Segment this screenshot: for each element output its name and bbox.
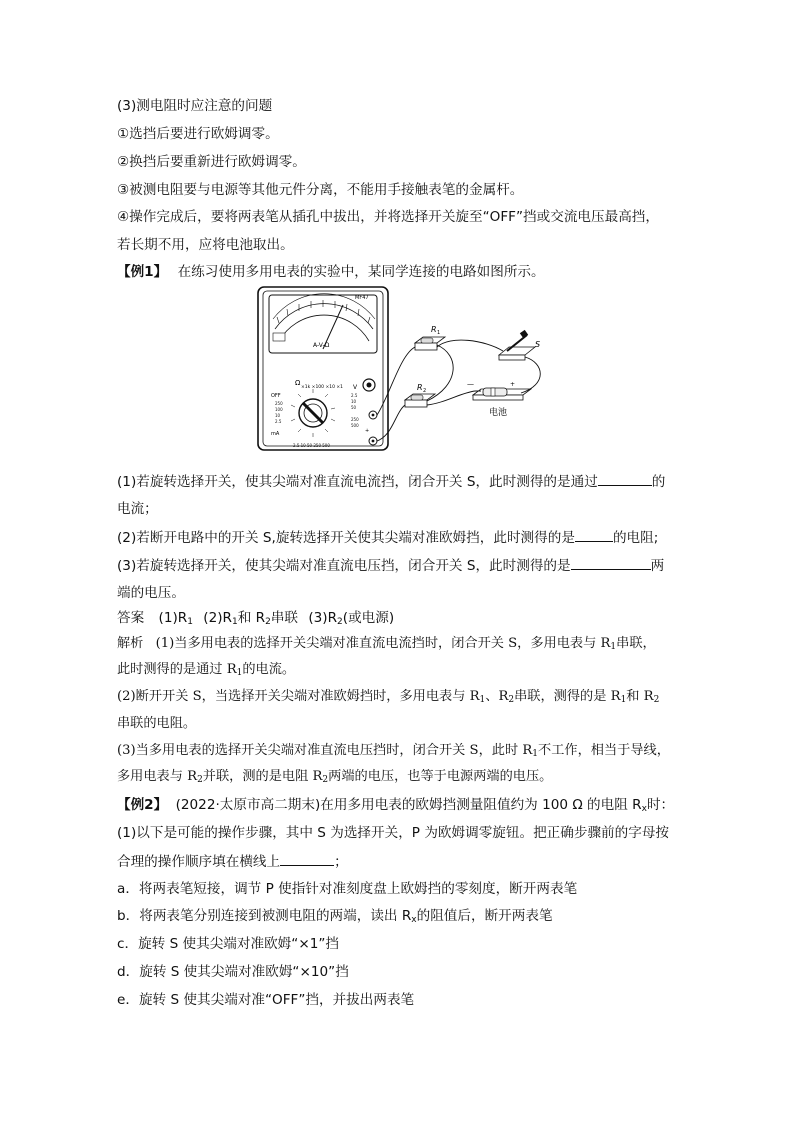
answer-2: $(2)R_1$和 $R_2$串联 bbox=[203, 610, 299, 627]
section-3-item-2: ②换挡后要重新进行欧姆调零。 bbox=[117, 154, 306, 170]
answer-line bbox=[117, 608, 394, 632]
svg-text:1: 1 bbox=[437, 330, 441, 336]
r1-label: R bbox=[431, 325, 437, 334]
meter-model-label: MF47 bbox=[355, 295, 369, 301]
example-1-q1b: 的 bbox=[651, 474, 666, 490]
svg-text:—: — bbox=[467, 380, 474, 388]
example-1-q3-line bbox=[117, 555, 664, 576]
example-1-q3b: 两 bbox=[650, 558, 665, 574]
example-1-tag: 【例1】 bbox=[117, 264, 168, 280]
ma-label: mA bbox=[271, 431, 280, 437]
omega-label: Ω bbox=[295, 379, 301, 387]
svg-text:10: 10 bbox=[275, 413, 281, 418]
battery-label: 电池 bbox=[489, 408, 508, 418]
battery bbox=[467, 380, 531, 400]
example-2-stem-line: 【例2】 (2022·太原市高二期末)在用多用电表的欧姆挡测量阻值约为 100 Ω 的电阻 $R_x$时： bbox=[117, 797, 675, 814]
example-2-option-b: b．将两表笔分别连接到被测电阻的两端，读出 $R_x$的阻值后，断开两表笔 bbox=[117, 908, 553, 925]
example-1-q2a: (2)若断开电路中的开关 S,旋转选择开关使其尖端对准欧姆挡，此时测得的是 bbox=[117, 530, 575, 546]
analysis-line-1: 解析 (1)当多用电表的选择开关尖端对准直流电流挡时，闭合开关 S，多用电表与 $R_1$串联， bbox=[117, 636, 656, 652]
answer-3: $(3)R_2$(或电源) bbox=[308, 610, 395, 627]
example-1-q2-line bbox=[117, 527, 658, 548]
analysis-line-6: 多用电表与 $R_2$并联，测的是电阻 $R_2$两端的电压，也等于电源两端的电压。 bbox=[117, 769, 553, 785]
analysis-line-2: 此时测得的是通过 $R_1$的电流。 bbox=[117, 662, 296, 678]
example-1-q1c: 电流； bbox=[117, 501, 158, 517]
svg-text:10: 10 bbox=[351, 399, 357, 404]
analysis-line-4: 串联的电阻。 bbox=[117, 716, 197, 731]
section-3-item-4a: ④操作完成后，要将两表笔从插孔中拔出，并将选择开关旋至“OFF”挡或交流电压最高挡， bbox=[117, 209, 659, 225]
example-2-option-c: c．旋转 S 使其尖端对准欧姆“×1”挡 bbox=[117, 936, 339, 952]
meter-scale-label: A-V-Ω bbox=[313, 342, 330, 349]
svg-text:+: + bbox=[510, 381, 516, 388]
example-2-tag: 【例2】 bbox=[117, 797, 168, 813]
circuit-figure bbox=[255, 285, 555, 455]
example-1-q1a: (1)若旋转选择开关，使其尖端对准直流电流挡，闭合开关 S，此时测得的是通过 bbox=[117, 474, 598, 490]
range-labels: ×1k ×100 ×10 ×1 bbox=[301, 385, 344, 390]
r2-label: R bbox=[417, 383, 423, 392]
switch-label: S bbox=[535, 340, 541, 349]
svg-text:+: + bbox=[365, 428, 370, 434]
answer-1: $(1)R_1$ bbox=[158, 610, 193, 627]
q3-answer-blank bbox=[571, 555, 651, 570]
analysis-line-3: (2)断开开关 S，当选择开关尖端对准欧姆挡时，多用电表与 $R_1$、$R_2$串联，测得的是 $R_1$和 $R_2$ bbox=[117, 689, 660, 705]
v-label: V bbox=[353, 384, 358, 391]
svg-text:2.5: 2.5 bbox=[275, 419, 282, 424]
section-3-item-3: ③被测电阻要与电源等其他元件分离，不能用手接触表笔的金属杆。 bbox=[117, 182, 524, 198]
example-1-q3c: 端的电压。 bbox=[117, 585, 185, 601]
example-1-stem: 在练习使用多用电表的实验中，某同学连接的电路如图所示。 bbox=[177, 264, 545, 280]
svg-text:2.5 10 50 250 500: 2.5 10 50 250 500 bbox=[293, 443, 330, 448]
example-1-stem-line bbox=[117, 262, 545, 282]
example-1-q1-line bbox=[117, 471, 665, 492]
off-label: OFF bbox=[271, 393, 281, 399]
svg-text:2.5: 2.5 bbox=[351, 393, 358, 398]
svg-text:250: 250 bbox=[351, 417, 359, 422]
q2-answer-blank bbox=[575, 527, 613, 542]
example-2-q1b-line: 合理的操作顺序填在横线上 ； bbox=[117, 851, 348, 872]
svg-text:2: 2 bbox=[423, 388, 427, 394]
svg-text:50: 50 bbox=[351, 405, 357, 410]
resistor-r1 bbox=[415, 337, 445, 350]
analysis-label: 解析 bbox=[117, 636, 144, 651]
example-2-q1a: (1)以下是可能的操作步骤，其中 S 为选择开关，P 为欧姆调零旋钮。把正确步骤前的字母按 bbox=[117, 825, 670, 841]
section-3-title: (3)测电阻时应注意的问题 bbox=[117, 98, 273, 114]
example-2-option-d: d．旋转 S 使其尖端对准欧姆“×10”挡 bbox=[117, 964, 349, 980]
svg-text:100: 100 bbox=[275, 407, 283, 412]
section-3-item-1: ①选挡后要进行欧姆调零。 bbox=[117, 126, 279, 142]
example-2-option-e: e．旋转 S 使其尖端对准“OFF”挡，并拔出两表笔 bbox=[117, 992, 415, 1008]
svg-text:500: 500 bbox=[351, 423, 359, 428]
analysis-line-5: (3)当多用电表的选择开关尖端对准直流电压挡时，闭合开关 S，此时 $R_1$不工作，相当于导线， bbox=[117, 743, 670, 759]
example-1-q2b: 的电阻; bbox=[612, 530, 659, 546]
answer-label: 答案 bbox=[117, 610, 145, 626]
resistor-r2 bbox=[405, 394, 435, 407]
example-1-q3a: (3)若旋转选择开关，使其尖端对准直流电压挡，闭合开关 S，此时测得的是 bbox=[117, 558, 571, 574]
svg-text:250: 250 bbox=[275, 401, 283, 406]
switch-s bbox=[499, 330, 535, 360]
example-2-option-a: a．将两表笔短接，调节 P 使指针对准刻度盘上欧姆挡的零刻度，断开两表笔 bbox=[117, 881, 578, 897]
q1-answer-blank bbox=[598, 471, 652, 486]
section-3-item-4b: 若长期不用，应将电池取出。 bbox=[117, 237, 294, 253]
example-2-answer-blank bbox=[280, 851, 334, 866]
